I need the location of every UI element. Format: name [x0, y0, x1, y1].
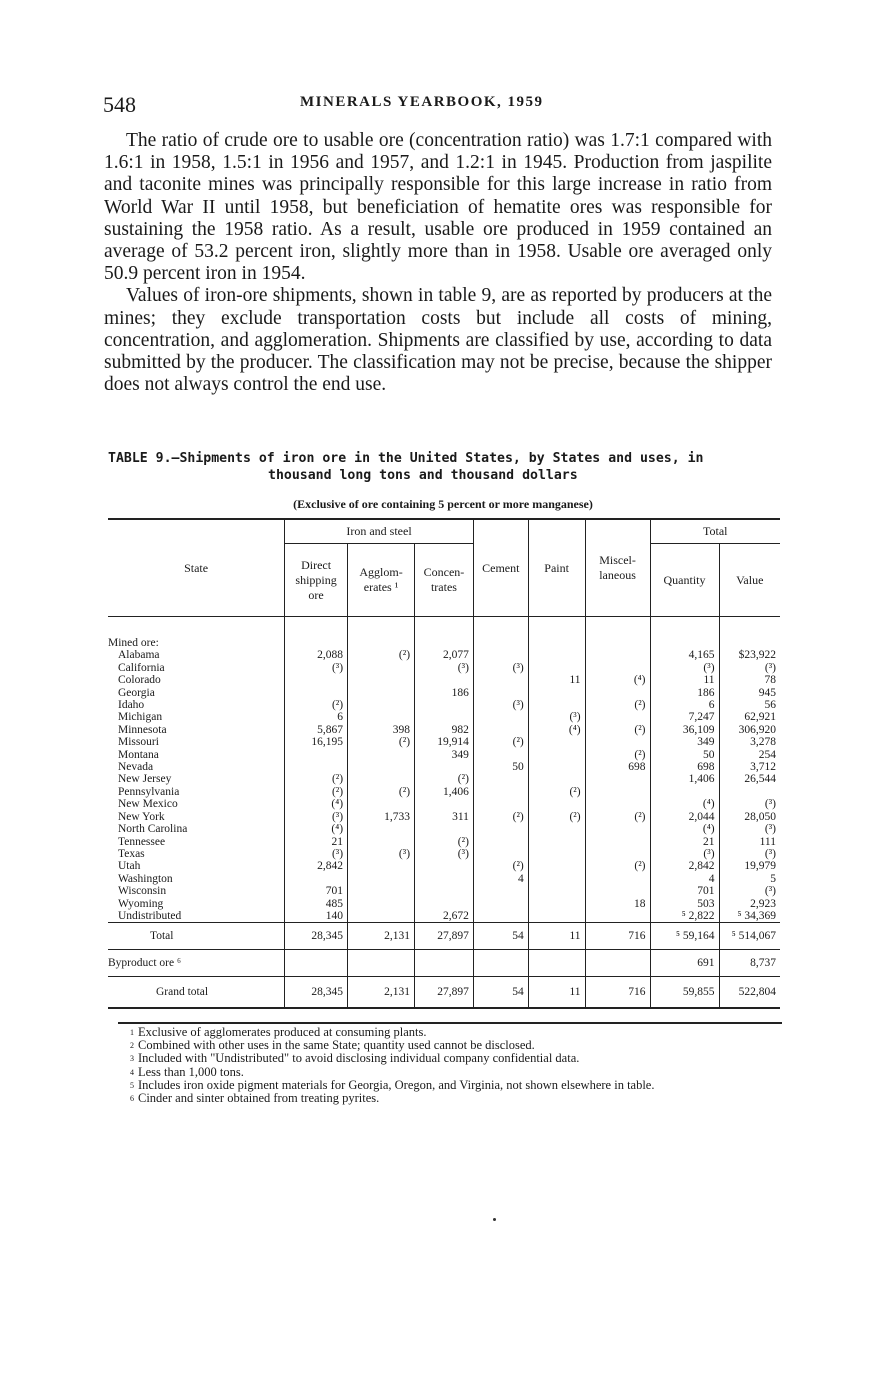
cell-agglom: 1,733	[348, 811, 415, 823]
cell-concen	[415, 823, 474, 835]
byproduct-value: 8,737	[719, 950, 780, 977]
grand-cement: 54	[473, 977, 528, 1009]
cell-paint: (²)	[528, 811, 585, 823]
cell-agglom: (²)	[348, 786, 415, 798]
cell-agglom	[348, 910, 415, 923]
byproduct-row	[108, 950, 780, 977]
cell-quantity: (⁴)	[650, 798, 719, 810]
cell-cement: (³)	[473, 662, 528, 674]
cell-cement	[473, 674, 528, 686]
cell-paint	[528, 662, 585, 674]
cell-concen: 2,672	[415, 910, 474, 923]
cell-agglom	[348, 761, 415, 773]
table-row	[108, 724, 780, 736]
cell-misc	[585, 873, 650, 885]
cell-quantity: 21	[650, 836, 719, 848]
state-name: Pennsylvania	[118, 785, 180, 798]
cell-misc	[585, 786, 650, 798]
cell-value: 945	[719, 687, 780, 699]
footnote	[130, 1092, 790, 1105]
table-row	[108, 773, 780, 785]
total-quantity: ⁵ 59,164	[650, 923, 719, 950]
cell-agglom: 398	[348, 724, 415, 736]
cell-concen: (³)	[415, 662, 474, 674]
table-row	[108, 749, 780, 761]
cell-cement	[473, 848, 528, 860]
grand-total-label: Grand total	[108, 977, 285, 1009]
state-name: Idaho	[118, 699, 145, 712]
cell-paint: (⁴)	[528, 724, 585, 736]
footnote-text: Exclusive of agglomerates produced at consuming plants.	[138, 1025, 427, 1039]
cell-concen: (²)	[415, 773, 474, 785]
cell-concen: 311	[415, 811, 474, 823]
total-paint: 11	[528, 923, 585, 950]
total-cement: 54	[473, 923, 528, 950]
cell-concen	[415, 711, 474, 723]
cell-direct: (³)	[285, 662, 348, 674]
cell-quantity: (³)	[650, 662, 719, 674]
cell-value: 3,712	[719, 761, 780, 773]
grand-misc: 716	[585, 977, 650, 1009]
cell-quantity: 186	[650, 687, 719, 699]
cell-cement	[473, 910, 528, 923]
cell-paint	[528, 910, 585, 923]
cell-paint: (²)	[528, 786, 585, 798]
cell-misc: (²)	[585, 811, 650, 823]
cell-concen: 2,077	[415, 649, 474, 661]
table-row	[108, 885, 780, 897]
byproduct-label: Byproduct ore ⁶	[108, 950, 285, 977]
cell-direct: (²)	[285, 699, 348, 711]
cell-agglom	[348, 885, 415, 897]
cell-cement	[473, 836, 528, 848]
header-paint: Paint	[528, 519, 585, 617]
cell-cement	[473, 649, 528, 661]
state-name: Wisconsin	[118, 885, 167, 898]
cell-cement	[473, 711, 528, 723]
cell-paint	[528, 649, 585, 661]
cell-misc	[585, 736, 650, 748]
cell-quantity: 1,406	[650, 773, 719, 785]
cell-quantity: (⁴)	[650, 823, 719, 835]
cell-misc	[585, 823, 650, 835]
cell-direct: 5,867	[285, 724, 348, 736]
cell-value: (³)	[719, 662, 780, 674]
state-name: Georgia	[118, 686, 155, 699]
table-caption-line-2: thousand long tons and thousand dollars	[268, 468, 578, 483]
cell-value: (³)	[719, 798, 780, 810]
cell-quantity: 701	[650, 885, 719, 897]
table-row	[108, 662, 780, 674]
cell-agglom	[348, 749, 415, 761]
table-body	[108, 617, 780, 923]
cell-concen: 982	[415, 724, 474, 736]
cell-quantity: 4,165	[650, 649, 719, 661]
cell-quantity: ⁵ 2,822	[650, 910, 719, 923]
cell-concen	[415, 885, 474, 897]
cell-concen: (²)	[415, 836, 474, 848]
table-row	[108, 848, 780, 860]
grand-concen: 27,897	[415, 977, 474, 1009]
cell-misc	[585, 687, 650, 699]
total-value: ⁵ 514,067	[719, 923, 780, 950]
cell-paint	[528, 798, 585, 810]
header-value: Value	[719, 544, 780, 617]
cell-value: 111	[719, 836, 780, 848]
running-title: MINERALS YEARBOOK, 1959	[300, 94, 544, 110]
speck-mark	[493, 1218, 496, 1221]
total-misc: 716	[585, 923, 650, 950]
cell-agglom: (²)	[348, 649, 415, 661]
cell-misc	[585, 798, 650, 810]
state-name: California	[118, 661, 165, 674]
cell-paint	[528, 749, 585, 761]
cell-agglom	[348, 662, 415, 674]
cell-value: 19,979	[719, 860, 780, 872]
cell-cement	[473, 898, 528, 910]
total-concen: 27,897	[415, 923, 474, 950]
header-direct-shipping: Direct shipping ore	[285, 544, 348, 617]
cell-misc: (⁴)	[585, 674, 650, 686]
header-miscellaneous: Miscel- laneous	[585, 519, 650, 617]
state-name: Wyoming	[118, 897, 164, 910]
cell-paint: (³)	[528, 711, 585, 723]
cell-paint	[528, 761, 585, 773]
cell-quantity: 11	[650, 674, 719, 686]
header-concentrates: Concen- trates	[415, 544, 474, 617]
state-name: Missouri	[118, 736, 159, 749]
cell-value: $23,922	[719, 649, 780, 661]
grand-agglom: 2,131	[348, 977, 415, 1009]
cell-value: (³)	[719, 848, 780, 860]
footnote-number: 1	[130, 1028, 134, 1037]
total-row	[108, 923, 780, 950]
total-direct: 28,345	[285, 923, 348, 950]
header-state: State	[108, 519, 285, 617]
total-label: Total	[108, 923, 285, 950]
cell-cement	[473, 885, 528, 897]
cell-cement	[473, 773, 528, 785]
cell-quantity: (³)	[650, 848, 719, 860]
cell-agglom	[348, 674, 415, 686]
table-row	[108, 860, 780, 872]
cell-misc	[585, 711, 650, 723]
cell-direct: 701	[285, 885, 348, 897]
state-name: Nevada	[118, 761, 154, 774]
cell-quantity: 7,247	[650, 711, 719, 723]
cell-agglom: (³)	[348, 848, 415, 860]
cell-value: 56	[719, 699, 780, 711]
footnote-text: Less than 1,000 tons.	[138, 1064, 244, 1079]
cell-quantity: 36,109	[650, 724, 719, 736]
footnote-text: Included with "Undistributed" to avoid disclosing individual company confidential data.	[138, 1051, 580, 1066]
cell-cement: 50	[473, 761, 528, 773]
cell-paint	[528, 773, 585, 785]
table-caption-line-1: TABLE 9.—Shipments of iron ore in the United States, by States and uses, in	[108, 451, 704, 466]
table-row	[108, 761, 780, 773]
cell-misc: (²)	[585, 749, 650, 761]
paragraph-2: Values of iron-ore shipments, shown in table 9, are as reported by producers at the mines; they exclude transportation costs but include all costs of mining, concentration, and agglomeration. Shipments are classified by use, according to data submitted by the producer. The classification may not be precise, because the shipper does not always control the end use.	[104, 285, 772, 396]
cell-value: 26,544	[719, 773, 780, 785]
cell-direct: (³)	[285, 848, 348, 860]
state-name: Montana	[118, 748, 159, 761]
paragraph-1: The ratio of crude ore to usable ore (concentration ratio) was 1.7:1 compared with 1.6:1 in 1958, 1.5:1 in 1956 and 1957, and 1.2:1 in 1945. Production from jaspilite and taconite mines was principally responsible for this large increase in ratio from World War II until 1958, but beneficiation of hematite ores was responsible for sustaining the 1958 ratio. As a result, usable ore produced in 1959 contained an average of 53.2 percent iron, slightly more than in 1958. Usable ore averaged only 50.9 percent iron in 1954.	[104, 130, 772, 285]
cell-paint	[528, 860, 585, 872]
cell-concen	[415, 761, 474, 773]
cell-direct: (²)	[285, 786, 348, 798]
cell-cement: (²)	[473, 736, 528, 748]
cell-concen	[415, 860, 474, 872]
cell-concen	[415, 674, 474, 686]
footnote-text: Cinder and sinter obtained from treating pyrites.	[138, 1091, 380, 1106]
cell-direct	[285, 761, 348, 773]
cell-direct: (²)	[285, 773, 348, 785]
cell-paint	[528, 823, 585, 835]
cell-value: 28,050	[719, 811, 780, 823]
cell-direct: 21	[285, 836, 348, 848]
state-name: Texas	[118, 847, 145, 860]
cell-cement	[473, 687, 528, 699]
cell-agglom	[348, 873, 415, 885]
header-cement: Cement	[473, 519, 528, 617]
footnote-text: Includes iron oxide pigment materials for Georgia, Oregon, and Virginia, not shown elsewhere in table.	[138, 1077, 655, 1092]
header-total: Total	[650, 519, 780, 544]
table-row	[108, 649, 780, 661]
footnote-number: 5	[130, 1080, 134, 1090]
cell-agglom	[348, 773, 415, 785]
cell-misc: (²)	[585, 699, 650, 711]
footnotes	[130, 1026, 790, 1105]
group-row	[108, 637, 780, 649]
cell-direct: 2,842	[285, 860, 348, 872]
cell-value: 62,921	[719, 711, 780, 723]
footnote-text: Combined with other uses in the same State; quantity used cannot be disclosed.	[138, 1038, 535, 1053]
cell-paint	[528, 848, 585, 860]
cell-misc	[585, 848, 650, 860]
cell-cement	[473, 786, 528, 798]
cell-concen: 19,914	[415, 736, 474, 748]
total-agglom: 2,131	[348, 923, 415, 950]
cell-misc	[585, 773, 650, 785]
table-row	[108, 836, 780, 848]
cell-concen	[415, 798, 474, 810]
cell-direct: 16,195	[285, 736, 348, 748]
page-header	[100, 88, 780, 118]
cell-value	[719, 786, 780, 798]
cell-misc	[585, 649, 650, 661]
cell-cement: (²)	[473, 811, 528, 823]
cell-paint	[528, 736, 585, 748]
cell-cement: (³)	[473, 699, 528, 711]
state-name: Minnesota	[118, 723, 167, 736]
cell-value: ⁵ 34,369	[719, 910, 780, 923]
header-quantity: Quantity	[650, 544, 719, 617]
grand-quantity: 59,855	[650, 977, 719, 1009]
table-row	[108, 811, 780, 823]
table-row	[108, 823, 780, 835]
cell-agglom	[348, 898, 415, 910]
cell-value: 306,920	[719, 724, 780, 736]
cell-direct	[285, 687, 348, 699]
cell-agglom	[348, 823, 415, 835]
cell-cement	[473, 724, 528, 736]
cell-direct	[285, 873, 348, 885]
cell-paint	[528, 836, 585, 848]
cell-value: 78	[719, 674, 780, 686]
table-row	[108, 736, 780, 748]
grand-paint: 11	[528, 977, 585, 1009]
footnote-number: 6	[130, 1094, 134, 1104]
header-agglomerates: Agglom- erates ¹	[348, 544, 415, 617]
cell-quantity: 4	[650, 873, 719, 885]
table-row	[108, 873, 780, 885]
cell-misc	[585, 885, 650, 897]
table-row	[108, 687, 780, 699]
cell-value: 5	[719, 873, 780, 885]
cell-cement	[473, 749, 528, 761]
table-row	[108, 898, 780, 910]
cell-value: 3,278	[719, 736, 780, 748]
cell-quantity: 698	[650, 761, 719, 773]
cell-direct: 485	[285, 898, 348, 910]
cell-concen: 349	[415, 749, 474, 761]
cell-paint	[528, 885, 585, 897]
cell-paint	[528, 699, 585, 711]
cell-misc: (²)	[585, 724, 650, 736]
cell-paint	[528, 898, 585, 910]
cell-cement	[473, 798, 528, 810]
cell-misc: (²)	[585, 860, 650, 872]
cell-misc: 698	[585, 761, 650, 773]
body-text	[104, 130, 772, 396]
grand-direct: 28,345	[285, 977, 348, 1009]
cell-cement	[473, 823, 528, 835]
table-row	[108, 910, 780, 923]
cell-agglom	[348, 798, 415, 810]
cell-paint	[528, 873, 585, 885]
table-row	[108, 674, 780, 686]
page-number: 548	[103, 92, 136, 117]
state-name: New Mexico	[118, 798, 178, 811]
cell-paint	[528, 687, 585, 699]
grand-total-row	[108, 977, 780, 1009]
cell-quantity: 349	[650, 736, 719, 748]
cell-quantity: 2,044	[650, 811, 719, 823]
footnote-number: 3	[130, 1054, 134, 1064]
group-label: Mined ore:	[108, 637, 159, 649]
cell-direct: (⁴)	[285, 798, 348, 810]
state-name: Washington	[118, 872, 173, 885]
cell-value: 254	[719, 749, 780, 761]
table-caption	[108, 450, 778, 484]
table-row	[108, 786, 780, 798]
cell-direct: 140	[285, 910, 348, 923]
state-name: Colorado	[118, 674, 161, 687]
cell-agglom	[348, 860, 415, 872]
cell-paint: 11	[528, 674, 585, 686]
state-name: Michigan	[118, 711, 163, 724]
cell-quantity: 2,842	[650, 860, 719, 872]
header-iron-and-steel: Iron and steel	[285, 519, 474, 544]
state-name: Undistributed	[118, 909, 182, 922]
cell-misc	[585, 910, 650, 923]
table-row	[108, 699, 780, 711]
cell-concen	[415, 873, 474, 885]
grand-value: 522,804	[719, 977, 780, 1009]
state-name: North Carolina	[118, 823, 188, 836]
cell-value: (³)	[719, 823, 780, 835]
cell-direct: 2,088	[285, 649, 348, 661]
cell-agglom: (²)	[348, 736, 415, 748]
cell-agglom	[348, 687, 415, 699]
cell-quantity: 50	[650, 749, 719, 761]
cell-misc	[585, 836, 650, 848]
cell-direct	[285, 674, 348, 686]
cell-concen	[415, 699, 474, 711]
cell-concen: 1,406	[415, 786, 474, 798]
cell-direct: (⁴)	[285, 823, 348, 835]
cell-agglom	[348, 711, 415, 723]
cell-cement: 4	[473, 873, 528, 885]
table-row	[108, 711, 780, 723]
cell-misc	[585, 662, 650, 674]
table-subcaption: (Exclusive of ore containing 5 percent or more manganese)	[293, 497, 593, 511]
cell-concen: 186	[415, 687, 474, 699]
cell-quantity: 6	[650, 699, 719, 711]
cell-direct	[285, 749, 348, 761]
cell-value: (³)	[719, 885, 780, 897]
cell-concen: (³)	[415, 848, 474, 860]
footnote-number: 4	[130, 1067, 134, 1077]
footnote-number: 2	[130, 1041, 134, 1051]
cell-misc: 18	[585, 898, 650, 910]
cell-quantity: 503	[650, 898, 719, 910]
cell-direct: (³)	[285, 811, 348, 823]
state-name: Alabama	[118, 649, 160, 662]
cell-concen	[415, 898, 474, 910]
cell-value: 2,923	[719, 898, 780, 910]
cell-agglom	[348, 836, 415, 848]
footnote-divider	[118, 1022, 782, 1024]
cell-agglom	[348, 699, 415, 711]
cell-direct: 6	[285, 711, 348, 723]
state-name: New Jersey	[118, 773, 172, 786]
cell-quantity	[650, 786, 719, 798]
cell-cement: (²)	[473, 860, 528, 872]
state-name: Tennessee	[118, 835, 166, 848]
shipments-table	[108, 518, 780, 1009]
state-name: Utah	[118, 860, 141, 873]
byproduct-quantity: 691	[650, 950, 719, 977]
state-name: New York	[118, 810, 165, 823]
table-row	[108, 798, 780, 810]
